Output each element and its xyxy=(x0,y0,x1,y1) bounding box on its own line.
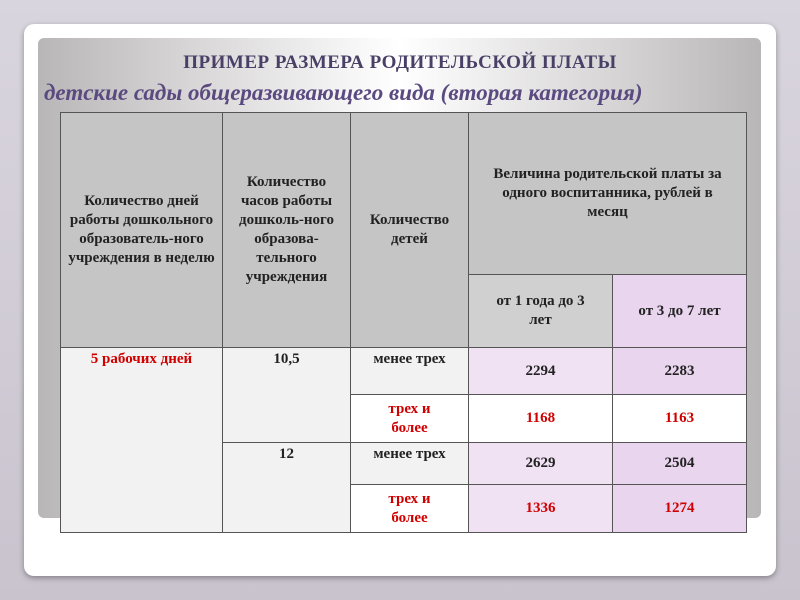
header-age-3-7: от 3 до 7 лет xyxy=(613,275,747,348)
children-less-than-three-2: менее трех xyxy=(351,443,469,485)
header-children-count: Количество детей xyxy=(351,113,469,348)
header-age-1-3: от 1 года до 3 лет xyxy=(469,275,613,348)
slide-subtitle: детские сады общеразвивающего вида (вторая категория) xyxy=(44,80,643,105)
fee-cell-r1-c1: 2294 xyxy=(469,348,613,395)
fee-cell-r4-c2: 1274 xyxy=(613,485,747,533)
fee-cell-r4-c1: 1336 xyxy=(469,485,613,533)
children-three-or-more-1: трех и более xyxy=(351,395,469,443)
children-three-or-more-2: трех и более xyxy=(351,485,469,533)
slide-title: ПРИМЕР РАЗМЕРА РОДИТЕЛЬСКОЙ ПЛАТЫ xyxy=(183,52,617,73)
fee-cell-r2-c1: 1168 xyxy=(469,395,613,443)
children-less-than-three-1: менее трех xyxy=(351,348,469,395)
hours-value-2: 12 xyxy=(223,443,351,533)
header-fee: Величина родительской платы за одного воспитанника, рублей в месяц xyxy=(469,113,747,275)
fee-cell-r2-c2: 1163 xyxy=(613,395,747,443)
fee-table xyxy=(60,112,747,533)
fee-cell-r3-c2: 2504 xyxy=(613,443,747,485)
header-hours: Количество часов работы дошколь-ного образова-тельного учреждения xyxy=(223,113,351,348)
header-days-per-week: Количество дней работы дошкольного образователь-ного учреждения в неделю xyxy=(61,113,223,348)
days-value: 5 рабочих дней xyxy=(61,348,223,533)
hours-value-1: 10,5 xyxy=(223,348,351,443)
fee-cell-r1-c2: 2283 xyxy=(613,348,747,395)
fee-cell-r3-c1: 2629 xyxy=(469,443,613,485)
